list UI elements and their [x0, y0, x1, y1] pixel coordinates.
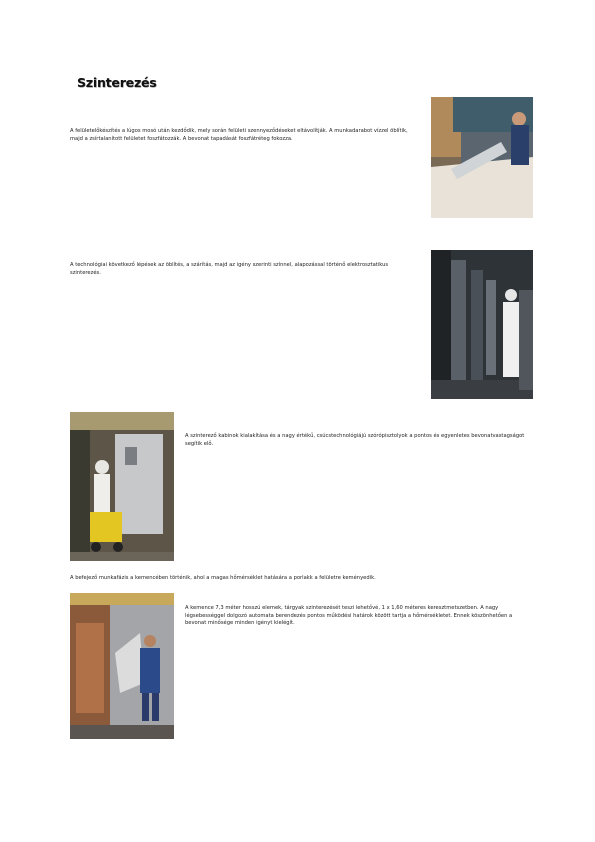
paragraph-2: A technológiai következő lépések az öblítés, a szárítás, majd az igény szerinti színnel, alapozással történő elektrosztatikus szinterezés.: [70, 262, 389, 276]
photo-powder-equipment: [70, 412, 174, 561]
page-title: Szinterezés: [77, 75, 157, 90]
photo-oven: [70, 593, 174, 739]
photo-washing: [431, 97, 533, 218]
paragraph-5: A kemence 7,3 méter hosszú elemek, tárgyak szinterezését teszi lehetővé, 1 x 1,60 méteres keresztmetszetben. A nagy légsebességgel dolgozó automata berendezés pontos működési határok között tartja a hőmérsékletet. Ennek köszönhetően a bevonat minősége minden igényt kielégít.: [185, 605, 513, 626]
paragraph-1: A felületelőkészítés a lúgos mosó után kezdődik, mely során felületi szennyeződéseket eltávolítják. A munkadarabot vízzel öblítik, majd a zsírtalanított felületet foszfátozzák. A bevonat tapadását foszfátréteg fokozza.: [70, 128, 408, 142]
paragraph-4: A befejező munkafázis a kemencében történik, ahol a magas hőmérséklet hatására a porlakk a felületre keményedik.: [70, 575, 376, 581]
photo-oven-image: [70, 593, 174, 739]
photo-spray-booth-image: [431, 250, 533, 399]
photo-washing-image: [431, 97, 533, 218]
paragraph-3: A szinterező kabinok kialakítása és a nagy értékű, csúcstechnológiájú szórópisztolyok a pontos és egyenletes bevonatvastagságot segítik elő.: [185, 433, 525, 447]
photo-spray-booth: [431, 250, 533, 399]
photo-powder-equipment-image: [70, 412, 174, 561]
